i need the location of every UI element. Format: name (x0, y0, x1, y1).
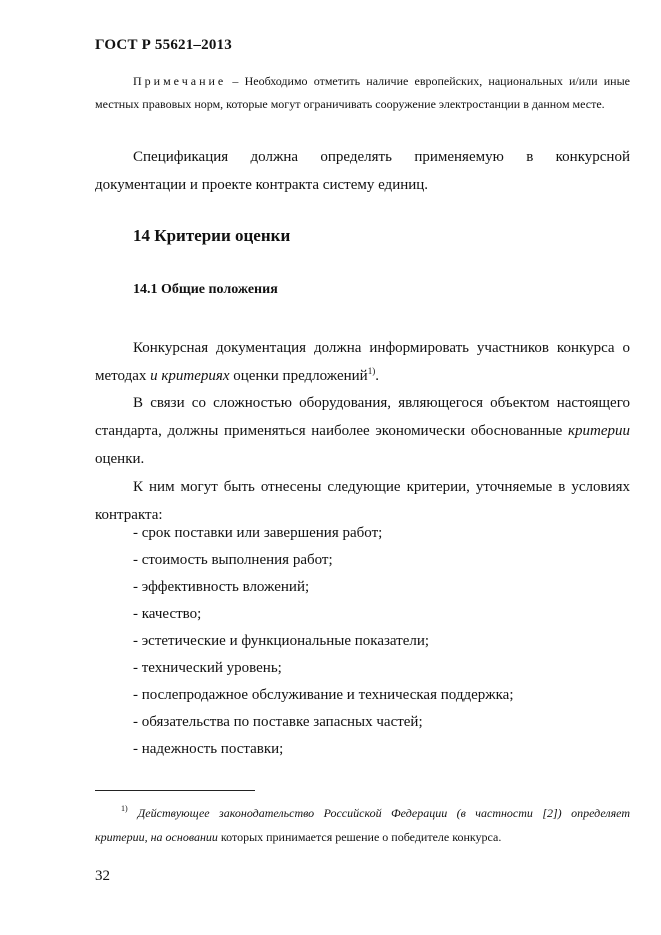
list-item: - стоимость выполнения работ; (133, 552, 333, 568)
list-item: - послепродажное обслуживание и техническая поддержка; (133, 687, 514, 703)
page-number: 32 (95, 868, 110, 884)
section-heading: 14 Критерии оценки (133, 226, 291, 245)
footnote-ref[interactable]: 1) (367, 366, 376, 376)
spec-paragraph: Спецификация должна определять применяемую в конкурсной документации и проекте контракта систему единиц. (95, 149, 630, 193)
p2-text: В связи со сложностью оборудования, являющегося объектом настоящего стандарта, должны применяться наиболее экономически обоснованные (95, 395, 630, 439)
footnote (95, 797, 630, 849)
list-item: - срок поставки или завершения работ; (133, 525, 383, 541)
note-text: – Необходимо отметить наличие европейских, национальных и/или иные местных правовых норм, которые могут ограничивать сооружение электростанции в данном месте. (95, 74, 630, 111)
list-item: - технический уровень; (133, 660, 282, 676)
list-item: - эстетические и функциональные показатели; (133, 633, 430, 649)
p1-italic: и критериях (150, 368, 230, 384)
footnote-italic: Действующее законодательство Российской Федерации (в частности [2]) определяет критерии, на основании (95, 806, 630, 844)
p2-italic: критерии (567, 423, 630, 439)
footnote-divider (95, 790, 255, 791)
list-item: - надежность поставки; (133, 741, 284, 757)
paragraph-1 (95, 334, 630, 390)
p1-text-2: оценки предложений (229, 368, 368, 384)
footnote-number: 1) (121, 804, 128, 813)
paragraph-2 (95, 389, 630, 473)
note-paragraph (95, 70, 630, 116)
footnote-text: которых принимается решение о победителе конкурса. (217, 830, 502, 844)
paragraph-3: К ним могут быть отнесены следующие критерии, уточняемые в условиях контракта: (95, 479, 630, 523)
p1-text: Конкурсная документация должна информировать участников конкурса о методах (95, 340, 630, 384)
subsection-heading: 14.1 Общие положения (133, 282, 278, 297)
list-item: - обязательства по поставке запасных частей; (133, 714, 423, 730)
note-label: Примечание (133, 74, 227, 88)
list-item: - эффективность вложений; (133, 579, 310, 595)
p2-text-2: оценки. (95, 451, 145, 467)
document-header: ГОСТ Р 55621–2013 (95, 37, 232, 53)
list-item: - качество; (133, 606, 202, 622)
p1-end: . (375, 368, 379, 384)
